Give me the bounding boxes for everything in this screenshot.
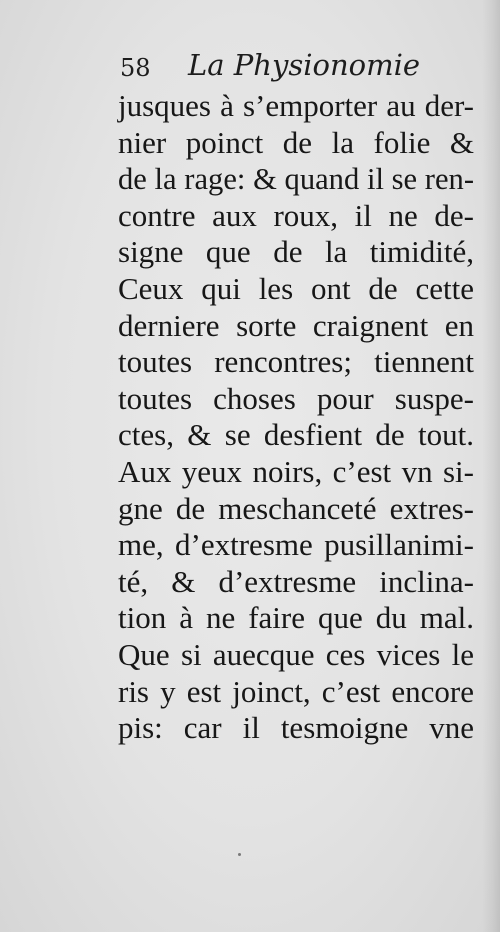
text-line: nier poinct de la folie &	[118, 124, 474, 160]
text-line: me, d’extresme pusillanimi-	[118, 527, 474, 563]
paper-speck	[238, 853, 241, 856]
page-number: 58	[120, 54, 151, 82]
text-line: Que si auecque ces vices le	[118, 636, 474, 672]
text-line: té, & d’extresme inclina-	[118, 563, 474, 599]
text-line: jusques à s’emporter au der-	[118, 88, 474, 123]
text-line: toutes choses pour suspe-	[118, 380, 474, 416]
text-line: Aux yeux noirs, c’est vn si-	[118, 453, 474, 489]
text-line: pis: car il tesmoigne vne	[118, 710, 474, 746]
text-line: signe que de la timidité,	[118, 234, 474, 270]
text-line: contre aux roux, il ne de-	[118, 197, 474, 233]
text-line: de la rage: & quand il se ren-	[118, 162, 474, 197]
text-line: ris y est joinct, c’est encore	[118, 673, 474, 709]
text-line: gne de meschanceté extres-	[118, 490, 474, 526]
page-header	[120, 48, 480, 88]
text-line: tion à ne faire que du mal.	[118, 600, 474, 636]
body-text	[118, 88, 474, 747]
text-line: Ceux qui les ont de cette	[118, 270, 474, 306]
text-line: derniere sorte craignent en	[118, 307, 474, 343]
text-line: toutes rencontres; tiennent	[118, 344, 474, 380]
page-edge-shadow	[482, 0, 500, 932]
text-line: ctes, & se desfient de tout.	[118, 417, 474, 453]
running-title: La Physionomie	[188, 48, 421, 82]
